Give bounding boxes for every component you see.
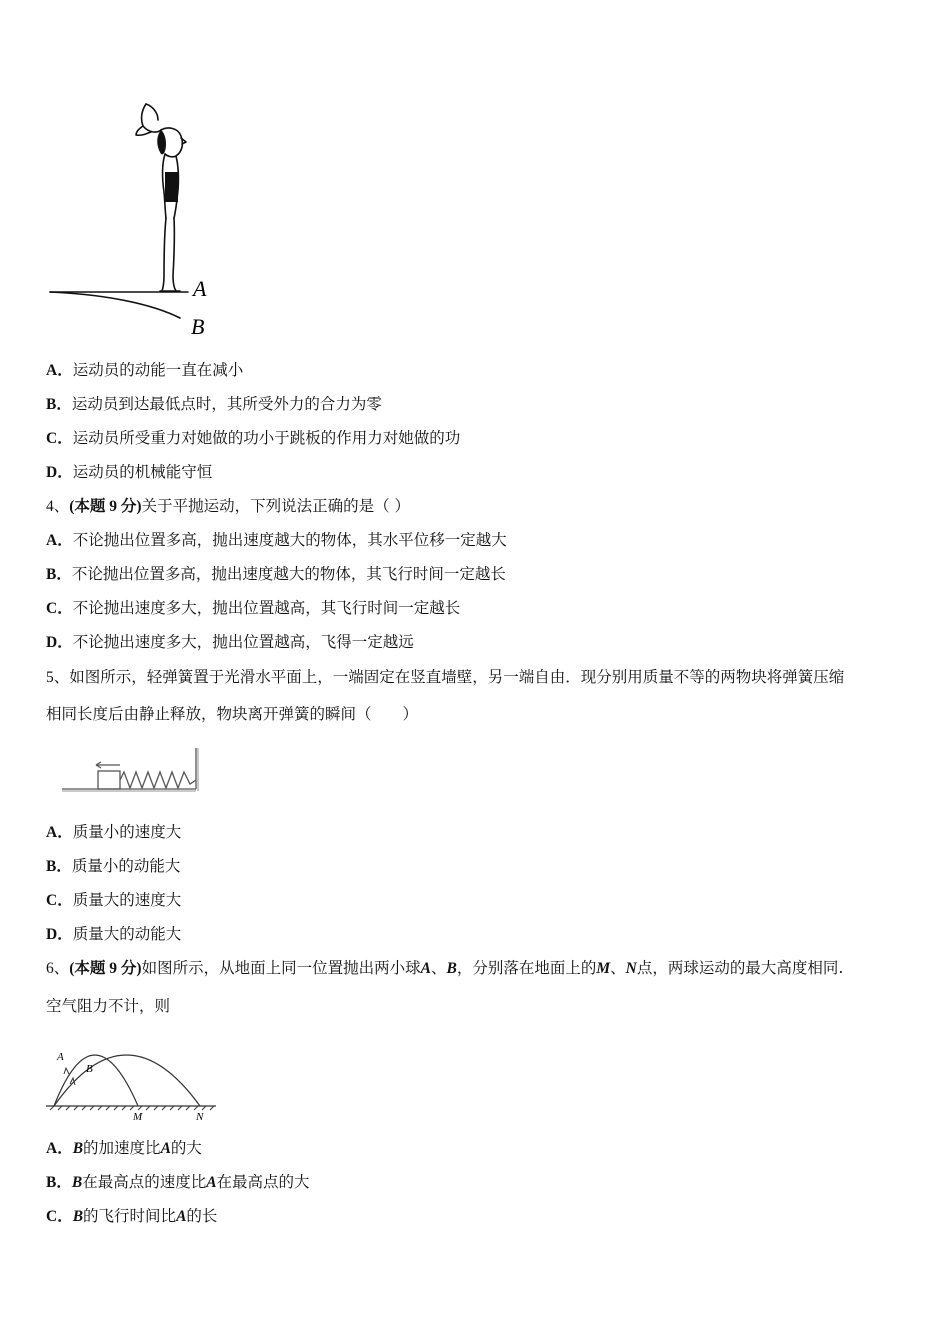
option-text: 在最高点的速度比	[82, 1173, 207, 1191]
question-stem: 关于平抛运动，下列说法正确的是（ ）	[141, 497, 411, 515]
q6-stem-line1	[46, 958, 843, 979]
projectile-figure	[44, 1034, 220, 1126]
option-letter: A．	[46, 1140, 73, 1157]
ball-b-label: B	[446, 960, 457, 977]
q3-option-a	[46, 360, 243, 381]
q6-option-c	[46, 1206, 217, 1227]
question-stem: 如图所示，从地面上同一位置抛出两小球	[141, 959, 421, 977]
q5-stem-line1	[46, 667, 844, 688]
q6-option-b	[46, 1172, 310, 1193]
question-stem: ，分别落在地面上的	[456, 959, 597, 977]
option-var: A	[206, 1174, 217, 1191]
option-text: 质量小的速度大	[72, 823, 182, 841]
option-text: 的加速度比	[83, 1139, 161, 1157]
option-var: A	[160, 1140, 171, 1157]
question-stem: 如图所示，轻弹簧置于光滑水平面上，一端固定在竖直墙壁，另一端自由．现分别用质量不等的两物块将弹簧压缩	[69, 668, 845, 686]
option-letter: D．	[46, 464, 73, 481]
option-text: 运动员的机械能守恒	[72, 463, 213, 481]
question-score: (本题 9 分)	[69, 498, 142, 515]
q5-option-d	[46, 924, 181, 945]
spring-figure	[60, 744, 202, 794]
option-letter: A．	[46, 824, 73, 841]
option-text: 不论抛出速度多大，抛出位置越高，其飞行时间一定越长	[72, 599, 461, 617]
question-number: 6、	[46, 960, 70, 977]
option-text: 运动员所受重力对她做的功小于跳板的作用力对她做的功	[72, 429, 461, 447]
option-text: 质量大的动能大	[72, 925, 182, 943]
q6-stem-line2: 空气阻力不计，则	[46, 997, 171, 1015]
option-letter: C．	[46, 892, 73, 909]
option-text: 的长	[186, 1207, 218, 1225]
diver-figure	[48, 98, 223, 340]
q5-option-a	[46, 822, 181, 843]
traj-label-b: B	[86, 1063, 93, 1075]
q4-option-c	[46, 598, 460, 619]
point-m-label: M	[596, 960, 611, 977]
question-number: 5、	[46, 669, 70, 686]
option-letter: C．	[46, 1208, 73, 1225]
question-number: 4、	[46, 498, 70, 515]
q6-option-a	[46, 1138, 202, 1159]
option-text: 运动员到达最低点时，其所受外力的合力为零	[71, 395, 382, 413]
separator: 、	[430, 959, 447, 977]
q4-option-b	[46, 564, 506, 585]
q3-option-c	[46, 428, 460, 449]
q4-stem	[46, 496, 410, 517]
option-text: 运动员的动能一直在减小	[72, 361, 244, 379]
option-text: 质量大的速度大	[72, 891, 182, 909]
option-letter: B．	[46, 396, 72, 413]
option-letter: C．	[46, 600, 73, 617]
option-letter: D．	[46, 926, 73, 943]
question-stem: 点，两球运动的最大高度相同.	[636, 959, 844, 977]
option-text: 的大	[170, 1139, 202, 1157]
option-text: 不论抛出速度多大，抛出位置越高，飞得一定越远	[72, 633, 414, 651]
option-text: 质量小的动能大	[71, 857, 181, 875]
q5-stem-line2: 相同长度后由静止释放，物块离开弹簧的瞬间（ ）	[46, 705, 419, 723]
q5-option-b	[46, 856, 180, 877]
ball-a-label: A	[420, 960, 431, 977]
point-n-label: N	[625, 960, 637, 977]
option-letter: A．	[46, 532, 73, 549]
option-letter: B．	[46, 566, 72, 583]
option-var: B	[72, 1208, 84, 1225]
option-var: A	[176, 1208, 187, 1225]
option-letter: B．	[46, 1174, 72, 1191]
option-text: 在最高点的大	[216, 1173, 310, 1191]
traj-label-n: N	[196, 1111, 204, 1123]
option-text: 不论抛出位置多高，抛出速度越大的物体，其水平位移一定越大	[72, 531, 507, 549]
q3-option-b	[46, 394, 382, 415]
diver-label-a: A	[193, 276, 207, 301]
q5-option-c	[46, 890, 181, 911]
option-text: 的飞行时间比	[83, 1207, 177, 1225]
traj-label-a: A	[57, 1051, 64, 1063]
question-score: (本题 9 分)	[69, 960, 142, 977]
option-var: B	[71, 1174, 83, 1191]
q3-option-d	[46, 462, 212, 483]
diver-label-b: B	[191, 314, 205, 339]
q4-option-a	[46, 530, 507, 551]
option-letter: D．	[46, 634, 73, 651]
q4-option-d	[46, 632, 414, 653]
separator: 、	[610, 959, 626, 977]
option-text: 不论抛出位置多高，抛出速度越大的物体，其飞行时间一定越长	[71, 565, 506, 583]
option-letter: B．	[46, 858, 72, 875]
traj-label-m: M	[133, 1111, 143, 1123]
option-letter: C．	[46, 430, 73, 447]
option-var: B	[72, 1140, 84, 1157]
option-letter: A．	[46, 362, 73, 379]
